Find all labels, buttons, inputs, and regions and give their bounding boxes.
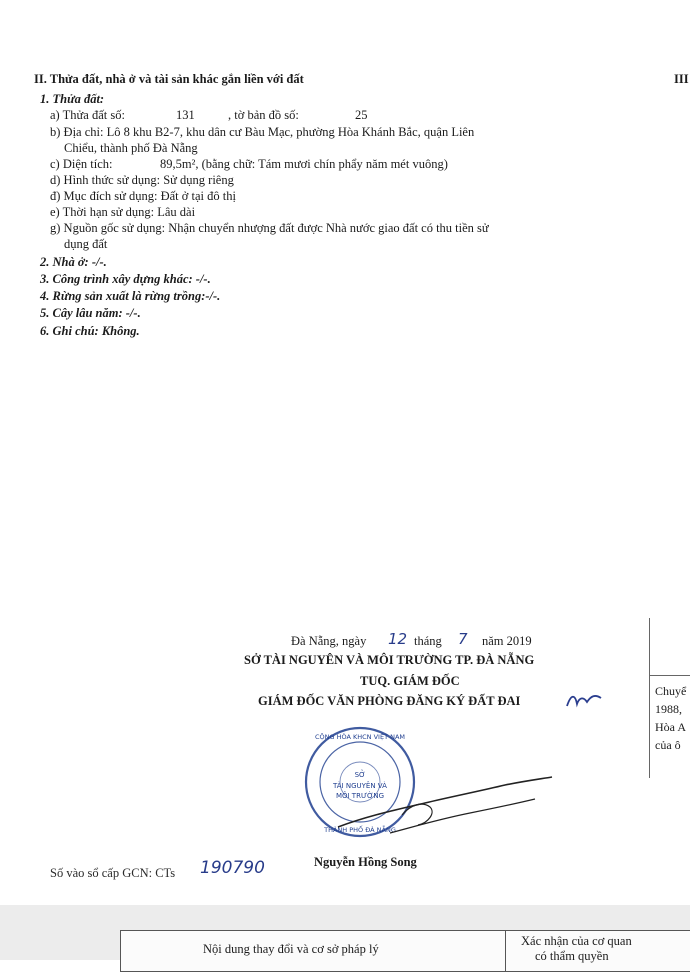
issuing-organization: SỞ TÀI NGUYÊN VÀ MÔI TRƯỜNG TP. ĐÀ NẴNG xyxy=(244,653,535,667)
right-column-rule xyxy=(649,618,650,778)
right-column-divider xyxy=(649,675,690,676)
gcn-number: 190790 xyxy=(200,858,265,878)
usage-purpose: đ) Mục đích sử dụng: Đất ở tại đô thị xyxy=(50,189,236,203)
gcn-label: Số vào sổ cấp GCN: CTs xyxy=(50,866,176,880)
map-sheet-number: 25 xyxy=(355,108,368,122)
land-heading: 1. Thửa đất: xyxy=(40,92,105,106)
right-fragment-3: Hòa A xyxy=(655,720,686,734)
svg-text:MÔI TRƯỜNG: MÔI TRƯỜNG xyxy=(335,792,385,800)
area-value: 89,5m², (bằng chữ: Tám mươi chín phẩy năm mét vuông) xyxy=(160,157,448,171)
svg-text:SỞ: SỞ xyxy=(354,771,366,779)
notes-item: 6. Ghi chú: Không. xyxy=(40,324,140,338)
section-title: II. Thửa đất, nhà ở và tài sản khác gắn liền với đất xyxy=(34,72,304,86)
usage-term: e) Thời hạn sử dụng: Lâu dài xyxy=(50,205,196,219)
table-header-confirmation-1: Xác nhận của cơ quan xyxy=(521,934,632,948)
usage-origin-line-2: dụng đất xyxy=(64,237,108,251)
svg-text:TÀI NGUYÊN VÀ: TÀI NGUYÊN VÀ xyxy=(333,782,387,790)
office-title: GIÁM ĐỐC VĂN PHÒNG ĐĂNG KÝ ĐẤT ĐAI xyxy=(258,694,521,708)
address-line-1: b) Địa chỉ: Lô 8 khu B2-7, khu dân cư Bàu Mạc, phường Hòa Khánh Bắc, quận Liên xyxy=(50,125,475,139)
date-month-label: tháng xyxy=(414,634,442,648)
table-header-confirmation-2: có thẩm quyền xyxy=(535,949,609,963)
house-item: 2. Nhà ở: -/-. xyxy=(40,255,107,269)
date-day: 12 xyxy=(388,630,408,648)
address-line-2: Chiểu, thành phố Đà Nẵng xyxy=(64,141,198,155)
handwritten-signature-icon xyxy=(330,775,560,845)
date-month: 7 xyxy=(458,630,468,648)
date-year: năm 2019 xyxy=(482,634,532,648)
svg-text:THÀNH PHỐ ĐÀ NẴNG: THÀNH PHỐ ĐÀ NẴNG xyxy=(324,826,396,834)
parcel-number-label: a) Thửa đất số: xyxy=(50,108,125,122)
map-sheet-label: , tờ bản đồ số: xyxy=(228,108,299,122)
table-header-changes: Nội dung thay đổi và cơ sở pháp lý xyxy=(203,942,379,956)
right-fragment-1: Chuyể xyxy=(655,684,687,698)
parcel-number: 131 xyxy=(176,108,195,122)
authorization-line: TUQ. GIÁM ĐỐC xyxy=(360,674,460,688)
date-prefix: Đà Nẵng, ngày xyxy=(291,634,367,648)
perennial-item: 5. Cây lâu năm: -/-. xyxy=(40,306,141,320)
usage-origin-line-1: g) Nguồn gốc sử dụng: Nhận chuyển nhượng đất được Nhà nước giao đất có thu tiền sử xyxy=(50,221,489,235)
table-column-separator xyxy=(505,931,506,971)
forest-item: 4. Rừng sản xuất là rừng trồng:-/-. xyxy=(40,289,221,303)
right-fragment-4: của ô xyxy=(655,738,681,752)
right-edge-top-fragment: III xyxy=(674,72,689,86)
usage-form: d) Hình thức sử dụng: Sử dụng riêng xyxy=(50,173,234,187)
signer-name: Nguyễn Hồng Song xyxy=(314,855,417,869)
other-works-item: 3. Công trình xây dựng khác: -/-. xyxy=(40,272,211,286)
area-label: c) Diện tích: xyxy=(50,157,113,171)
initials-mark-icon xyxy=(565,690,605,710)
right-fragment-2: 1988, xyxy=(655,702,682,716)
svg-text:CỘNG HÒA KHCN VIỆT NAM: CỘNG HÒA KHCN VIỆT NAM xyxy=(314,733,406,741)
change-log-table xyxy=(120,930,690,972)
